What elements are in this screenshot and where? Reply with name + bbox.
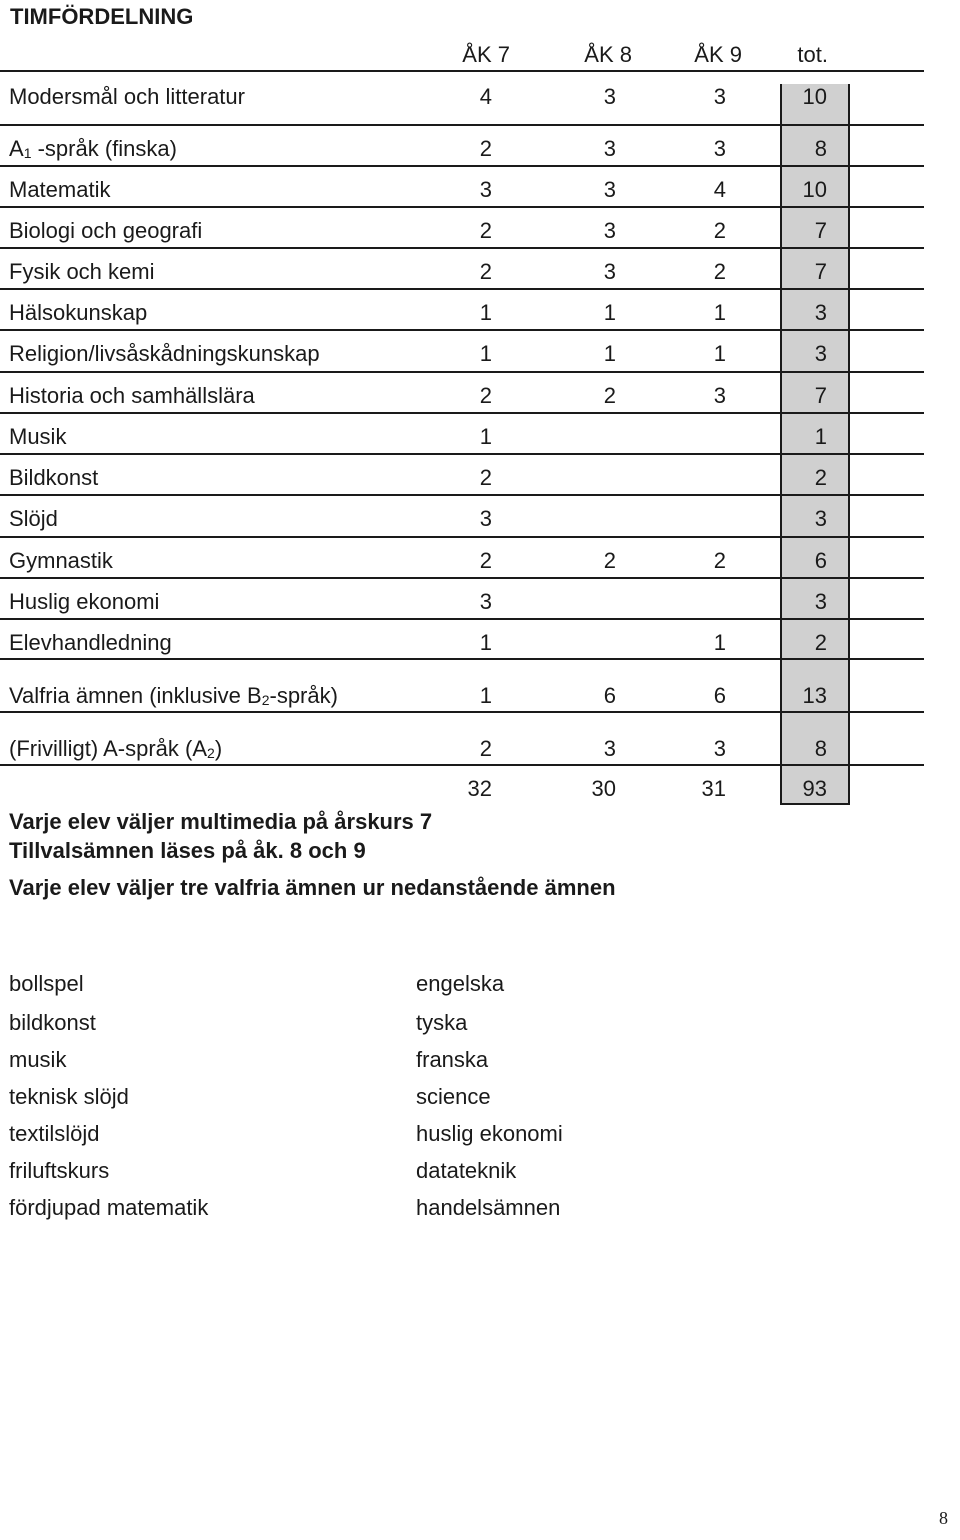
header-tot: tot. (797, 42, 828, 67)
subject-name (9, 134, 177, 166)
table-row (0, 381, 924, 411)
hours-tot: 2 (814, 465, 827, 490)
table-rule (0, 288, 924, 290)
subject-name-part: A (9, 136, 24, 161)
hours-ak9: 2 (713, 218, 726, 243)
hours-ak9: 3 (713, 136, 726, 161)
hours-tot: 10 (802, 84, 827, 109)
table-rule (0, 329, 924, 331)
hours-ak8: 3 (603, 136, 616, 161)
subject-name-part: -språk) (269, 683, 338, 708)
hours-ak7: 2 (479, 548, 492, 573)
table-row (0, 216, 924, 246)
subject-name-part: (Frivilligt) A-språk (A (9, 736, 208, 761)
hours-ak7: 2 (479, 218, 492, 243)
hours-ak7: 2 (479, 383, 492, 408)
hours-ak9: 3 (713, 736, 726, 761)
hours-tot: 7 (814, 218, 827, 243)
subject-name: Huslig ekonomi (9, 589, 160, 614)
hours-ak7: 1 (479, 341, 492, 366)
page-number: 8 (939, 1508, 948, 1528)
hours-ak9: 1 (713, 630, 726, 655)
table-row (0, 504, 924, 534)
table-rule (0, 247, 924, 249)
hours-ak8: 2 (603, 548, 616, 573)
table-row (0, 134, 924, 164)
elective-item: tyska (416, 1010, 468, 1035)
header-ak7: ÅK 7 (462, 42, 510, 67)
subject-name-subscript: 2 (261, 692, 270, 708)
table-row (0, 422, 924, 452)
hours-tot: 6 (814, 548, 827, 573)
hours-tot: 8 (814, 736, 827, 761)
subject-name-subscript: 1 (23, 145, 32, 161)
subject-name-subscript: 2 (207, 745, 215, 761)
hours-ak7: 2 (479, 465, 492, 490)
elective-item: science (416, 1084, 491, 1109)
table-rule (0, 124, 924, 126)
hours-ak8: 3 (603, 218, 616, 243)
table-row (0, 339, 924, 369)
hours-tot: 7 (814, 259, 827, 284)
subject-name: Elevhandledning (9, 630, 172, 655)
subject-name: Religion/livsåskådningskunskap (9, 341, 320, 366)
hours-tot: 1 (814, 424, 827, 449)
table-row (0, 587, 924, 617)
hours-ak9: 4 (713, 177, 726, 202)
elective-item: franska (416, 1047, 489, 1072)
table-rule (0, 70, 924, 72)
hours-ak9: 1 (713, 341, 726, 366)
table-row (0, 257, 924, 287)
subject-name: Historia och samhällslära (9, 383, 255, 408)
total-ak9: 31 (701, 776, 726, 801)
note-electives-grades: Tillvalsämnen läses på åk. 8 och 9 (9, 838, 366, 863)
table-row (0, 82, 924, 112)
elective-item: bildkonst (9, 1010, 96, 1035)
hours-ak9: 2 (713, 548, 726, 573)
subject-name (9, 734, 222, 766)
table-row (0, 175, 924, 205)
table-rule (0, 658, 924, 660)
hours-ak7: 1 (479, 683, 492, 708)
elective-item: datateknik (416, 1158, 517, 1183)
hours-ak9: 3 (713, 84, 726, 109)
hours-ak7: 2 (479, 136, 492, 161)
hours-ak7: 1 (479, 424, 492, 449)
elective-item: teknisk slöjd (9, 1084, 129, 1109)
elective-item: fördjupad matematik (9, 1195, 209, 1220)
hours-tot: 7 (814, 383, 827, 408)
hours-ak8: 1 (603, 341, 616, 366)
hours-tot: 2 (814, 630, 827, 655)
elective-item: huslig ekonomi (416, 1121, 563, 1146)
elective-item: musik (9, 1047, 67, 1072)
subject-name: Bildkonst (9, 465, 99, 490)
hours-ak7: 2 (479, 736, 492, 761)
table-rule (0, 494, 924, 496)
hours-tot: 13 (802, 683, 827, 708)
elective-item: engelska (416, 971, 505, 996)
hours-ak9: 6 (713, 683, 726, 708)
hours-ak7: 3 (479, 177, 492, 202)
header-ak8: ÅK 8 (584, 42, 632, 67)
total-tot: 93 (802, 776, 827, 801)
table-rule (0, 371, 924, 373)
hours-ak8: 1 (603, 300, 616, 325)
hours-ak8: 3 (603, 259, 616, 284)
hours-tot: 3 (814, 506, 827, 531)
hours-ak8: 3 (603, 736, 616, 761)
subject-name: Fysik och kemi (9, 259, 155, 284)
hours-ak8: 2 (603, 383, 616, 408)
hours-ak7: 2 (479, 259, 492, 284)
table-row (0, 734, 924, 764)
table-row (0, 628, 924, 658)
hours-ak7: 3 (479, 506, 492, 531)
subject-name: Hälsokunskap (9, 300, 148, 325)
table-row (0, 681, 924, 711)
subject-name-part: -språk (finska) (31, 136, 177, 161)
subject-name: Modersmål och litteratur (9, 84, 245, 109)
total-ak7: 32 (467, 776, 492, 801)
header-ak9: ÅK 9 (694, 42, 742, 67)
table-row (0, 298, 924, 328)
hours-tot: 3 (814, 300, 827, 325)
table-rule (0, 453, 924, 455)
hours-tot: 8 (814, 136, 827, 161)
hours-ak8: 3 (603, 84, 616, 109)
hours-ak8: 3 (603, 177, 616, 202)
hours-ak7: 1 (479, 300, 492, 325)
subject-name (9, 681, 338, 713)
subject-name-part: ) (214, 736, 223, 761)
hours-tot: 3 (814, 341, 827, 366)
subject-name-part: Valfria ämnen (inklusive B (9, 683, 262, 708)
hours-tot: 3 (814, 589, 827, 614)
hours-tot: 10 (802, 177, 827, 202)
subject-name: Musik (9, 424, 67, 449)
subject-name: Gymnastik (9, 548, 113, 573)
hours-ak7: 4 (479, 84, 492, 109)
note-choose-three: Varje elev väljer tre valfria ämnen ur nedanstående ämnen (9, 875, 616, 900)
subject-name: Matematik (9, 177, 111, 202)
total-ak8: 30 (591, 776, 616, 801)
table-row (0, 546, 924, 576)
elective-item: bollspel (9, 971, 84, 996)
totals-row (0, 774, 924, 804)
hours-ak9: 3 (713, 383, 726, 408)
page-title: TIMFÖRDELNING (10, 4, 194, 29)
table-rule (0, 412, 924, 414)
elective-item: textilslöjd (9, 1121, 100, 1146)
subject-name: Slöjd (9, 506, 58, 531)
hours-ak9: 1 (713, 300, 726, 325)
subject-name: Biologi och geografi (9, 218, 203, 243)
table-rule (0, 206, 924, 208)
elective-item: handelsämnen (416, 1195, 561, 1220)
hours-ak7: 3 (479, 589, 492, 614)
table-rule (0, 577, 924, 579)
hours-ak8: 6 (603, 683, 616, 708)
hours-ak9: 2 (713, 259, 726, 284)
hours-ak7: 1 (479, 630, 492, 655)
note-multimedia: Varje elev väljer multimedia på årskurs 7 (9, 809, 433, 834)
elective-item: friluftskurs (9, 1158, 110, 1183)
table-row (0, 463, 924, 493)
table-rule (0, 618, 924, 620)
table-rule (0, 536, 924, 538)
